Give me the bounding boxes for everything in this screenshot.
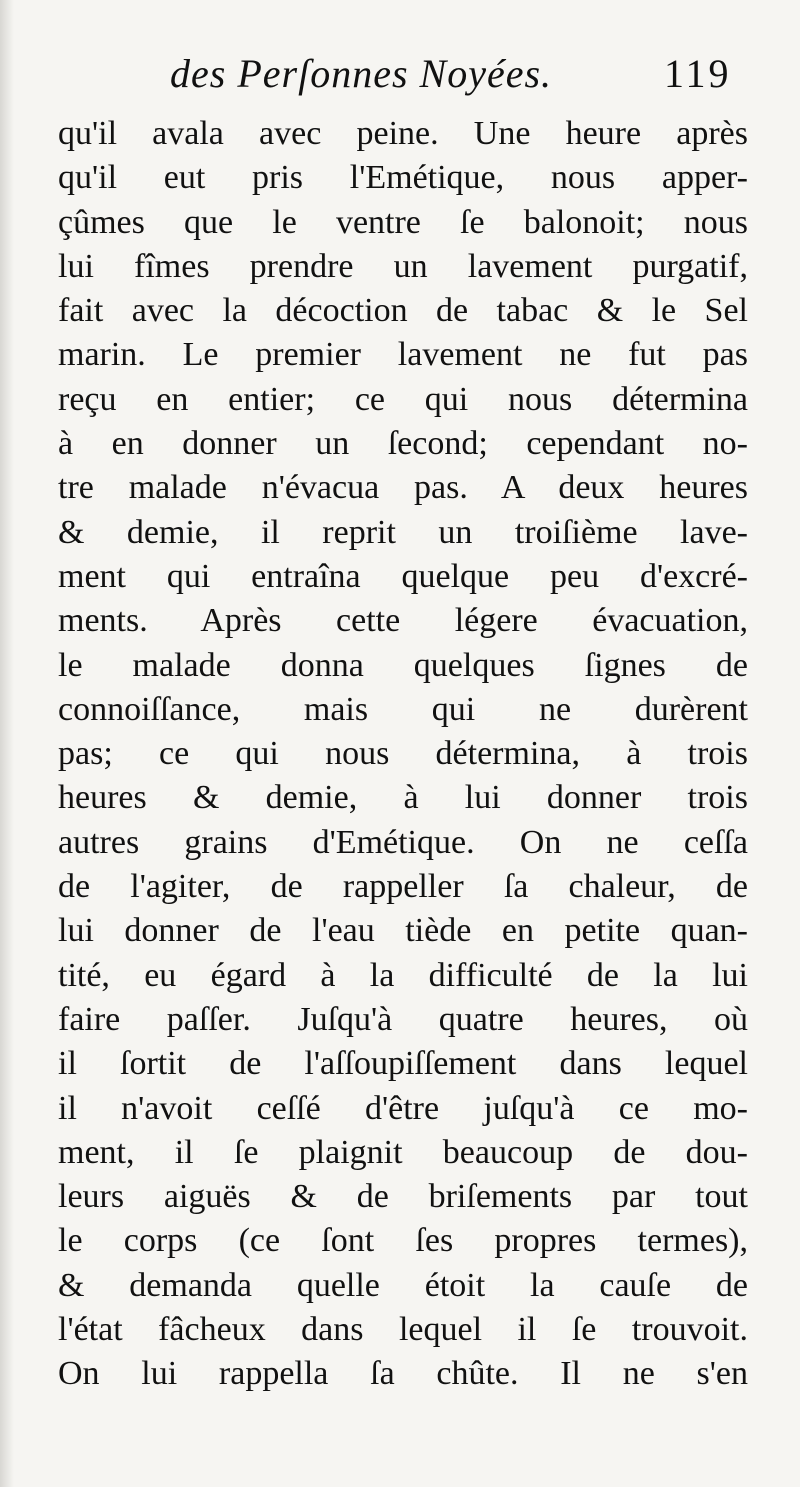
text-line: reçu en entier; ce qui nous détermina (58, 380, 748, 418)
text-line: fait avec la décoction de tabac & le Sel (58, 292, 748, 330)
text-line: On lui rappella ſa chûte. Il ne s'en (58, 1355, 748, 1393)
text-line: ment, il ſe plaignit beaucoup de dou- (58, 1133, 748, 1171)
text-line: leurs aiguës & de briſements par tout (58, 1178, 748, 1216)
text-line: & demie, il reprit un troiſième lave- (58, 513, 748, 551)
text-line: heures & demie, à lui donner trois (58, 779, 748, 817)
text-line: le corps (ce ſont ſes propres termes), (58, 1222, 748, 1260)
text-line: pas; ce qui nous détermina, à trois (58, 735, 748, 773)
text-line: ments. Après cette légere évacuation, (58, 602, 748, 640)
text-line: l'état fâcheux dans lequel il ſe trouvoit. (58, 1311, 748, 1349)
text-line: de l'agiter, de rappeller ſa chaleur, de (58, 868, 748, 906)
text-line: faire paſſer. Juſqu'à quatre heures, où (58, 1000, 748, 1038)
text-line: il n'avoit ceſſé d'être juſqu'à ce mo- (58, 1089, 748, 1127)
text-line: lui donner de l'eau tiède en petite quan- (58, 912, 748, 950)
text-line: qu'il avala avec peine. Une heure après (58, 115, 748, 152)
running-head: des Perſonnes Noyées. (170, 51, 553, 96)
page-number: 119 (664, 51, 732, 96)
text-line: qu'il eut pris l'Emétique, nous apper- (58, 159, 748, 197)
text-line: ment qui entraîna quelque peu d'excré- (58, 557, 748, 595)
body-text (58, 112, 748, 1397)
text-line: à en donner un ſecond; cependant no- (58, 425, 748, 463)
text-line: autres grains d'Emétique. On ne ceſſa (58, 823, 748, 861)
text-line: tité, eu égard à la difficulté de la lui (58, 956, 748, 994)
text-line: il ſortit de l'aſſoupiſſement dans lequel (58, 1045, 748, 1083)
text-line: tre malade n'évacua pas. A deux heures (58, 469, 748, 507)
page-header (0, 44, 800, 104)
text-line: lui fîmes prendre un lavement purgatif, (58, 247, 748, 285)
text-line: marin. Le premier lavement ne fut pas (58, 336, 748, 374)
text-line: çûmes que le ventre ſe balonoit; nous (58, 203, 748, 241)
text-line: connoiſſance, mais qui ne durèrent (58, 690, 748, 728)
text-line: le malade donna quelques ſignes de (58, 646, 748, 684)
page-edge-shadow (0, 0, 14, 1487)
text-line: & demanda quelle étoit la cauſe de (58, 1266, 748, 1304)
